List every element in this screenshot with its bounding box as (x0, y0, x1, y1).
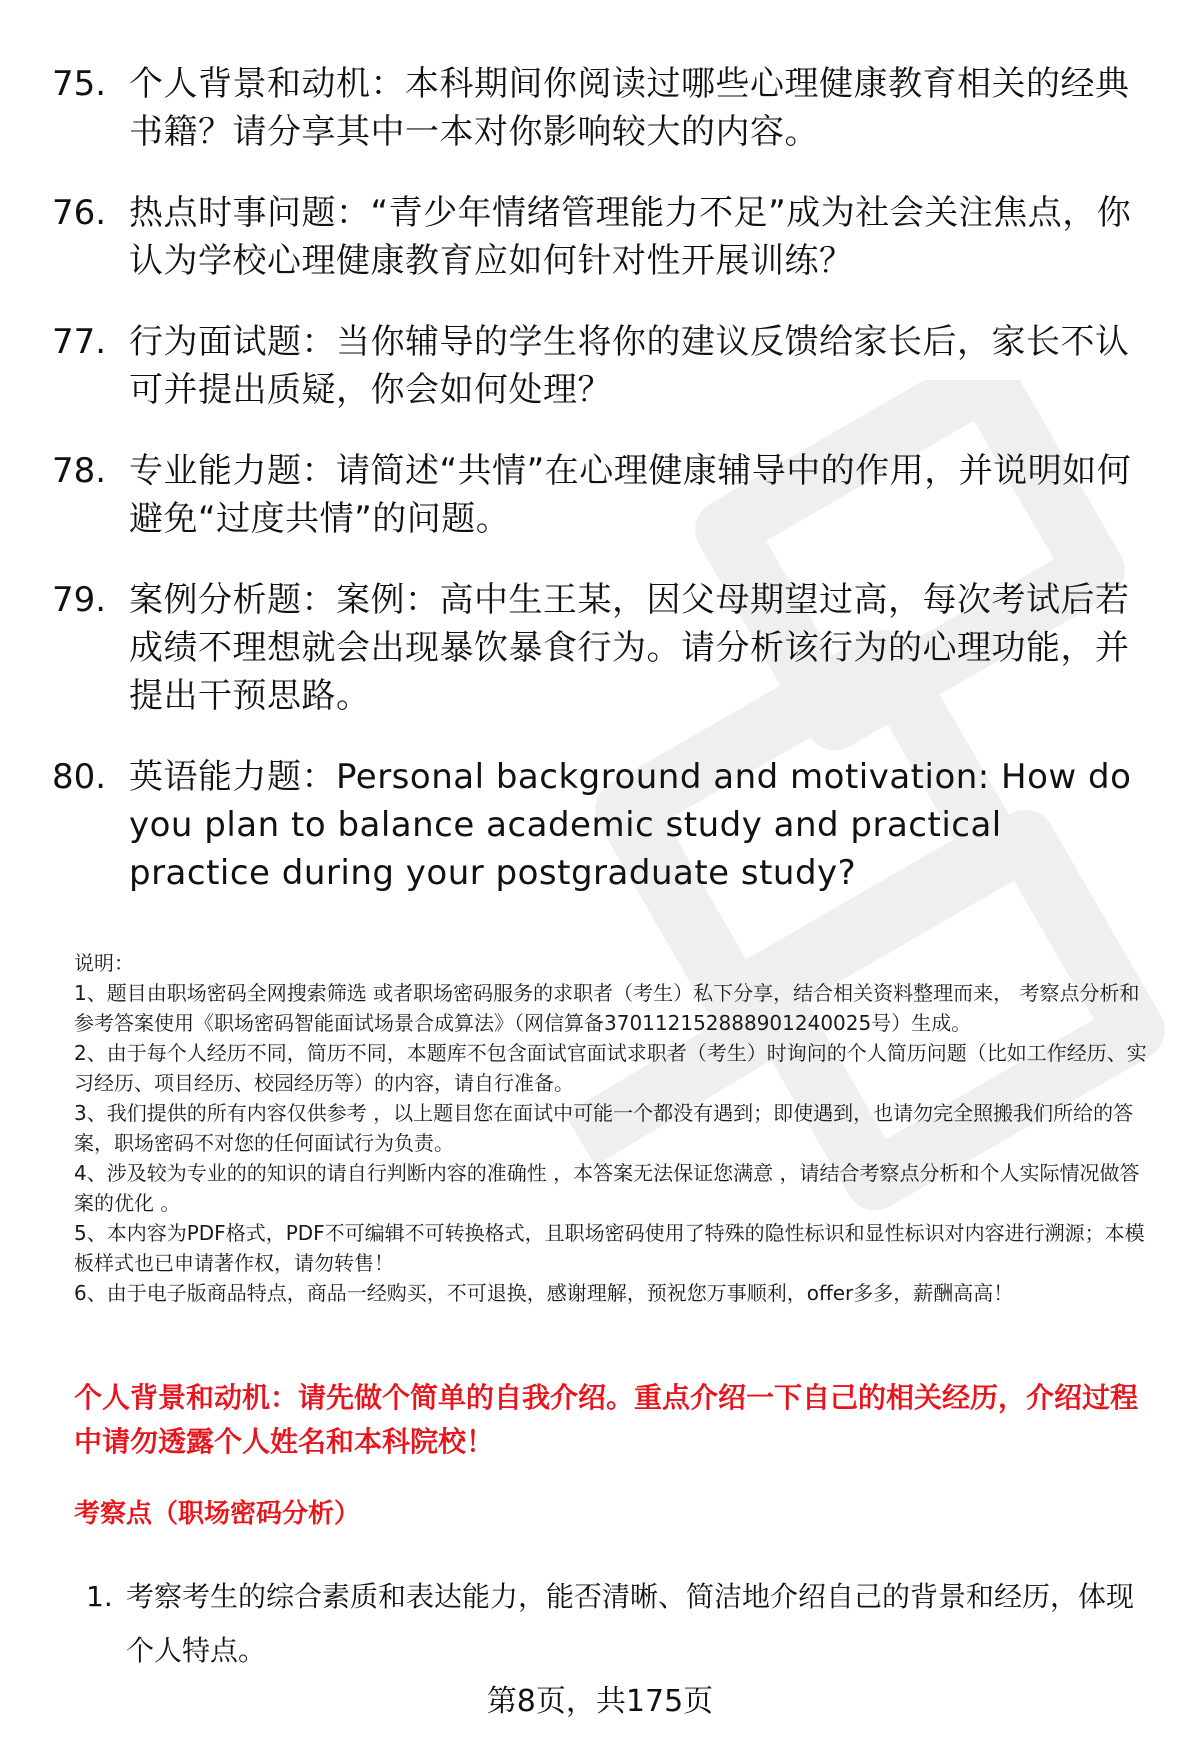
notes-title: 说明： (74, 951, 134, 975)
highlighted-question: 个人背景和动机：请先做个简单的自我介绍。重点介绍一下自己的相关经历，介绍过程中请勿透露个人姓名和本科院校！ (74, 1381, 1139, 1458)
question-item (52, 318, 1152, 414)
note-item: 2、由于每个人经历不同，简历不同，本题库不包含面试官面试求职者（考生）时询问的个人简历问题（比如工作经历、实习经历、项目经历、校园经历等）的内容，请自行准备。 (74, 1041, 1147, 1095)
question-number: 78. (52, 451, 107, 491)
analysis-item (86, 1570, 1156, 1678)
question-text: 个人背景和动机：本科期间你阅读过哪些心理健康教育相关的经典书籍？请分享其中一本对你影响较大的内容。 (129, 64, 1130, 152)
question-text: 专业能力题：请简述“共情”在心理健康辅导中的作用，并说明如何避免“过度共情”的问题。 (129, 451, 1132, 539)
question-item (52, 60, 1152, 156)
note-item: 4、涉及较为专业的的知识的请自行判断内容的准确性 ，本答案无法保证您满意 ，请结合考察点分析和个人实际情况做答案的优化 。 (74, 1161, 1140, 1215)
analysis-number: 1. (86, 1580, 113, 1613)
question-list (52, 60, 1152, 930)
question-text: 案例分析题：案例：高中生王某，因父母期望过高，每次考试后若成绩不理想就会出现暴饮暴食行为。请分析该行为的心理功能，并提出干预思路。 (129, 580, 1130, 716)
question-number: 80. (52, 757, 107, 797)
note-item: 1、题目由职场密码全网搜索筛选 或者职场密码服务的求职者（考生）私下分享，结合相关资料整理而来， 考察点分析和参考答案使用《职场密码智能面试场景合成算法》（网信算备370112152888901240025号）生成。 (74, 981, 1140, 1035)
disclaimer-notes (74, 948, 1154, 1308)
question-item (52, 447, 1152, 543)
question-number: 77. (52, 322, 107, 362)
question-item (52, 576, 1152, 720)
page-number-footer: 第8页，共175页 (486, 1684, 714, 1719)
analysis-heading: 考察点（职场密码分析） (74, 1499, 361, 1529)
note-item: 3、我们提供的所有内容仅供参考 ，以上题目您在面试中可能一个都没有遇到；即使遇到，也请勿完全照搬我们所给的答案，职场密码不对您的任何面试行为负责。 (74, 1101, 1134, 1155)
question-number: 76. (52, 193, 107, 233)
analysis-text: 考察考生的综合素质和表达能力，能否清晰、简洁地介绍自己的背景和经历，体现个人特点。 (126, 1580, 1135, 1667)
question-text: 英语能力题：Personal background and motivation: How do you plan to balance academic study and practical practice during your postgraduate study? (129, 757, 1132, 893)
question-text: 热点时事问题：“青少年情绪管理能力不足”成为社会关注焦点，你认为学校心理健康教育应如何针对性开展训练？ (129, 193, 1132, 281)
question-number: 75. (52, 64, 107, 104)
question-item (52, 189, 1152, 285)
question-item (52, 753, 1152, 897)
note-item: 6、由于电子版商品特点，商品一经购买，不可退换，感谢理解，预祝您万事顺利，offer多多，薪酬高高！ (74, 1281, 1014, 1305)
note-item: 5、本内容为PDF格式，PDF不可编辑不可转换格式，且职场密码使用了特殊的隐性标识和显性标识对内容进行溯源；本模板样式也已申请著作权，请勿转售！ (74, 1221, 1145, 1275)
question-number: 79. (52, 580, 107, 620)
question-text: 行为面试题：当你辅导的学生将你的建议反馈给家长后，家长不认可并提出质疑，你会如何处理？ (129, 322, 1130, 410)
